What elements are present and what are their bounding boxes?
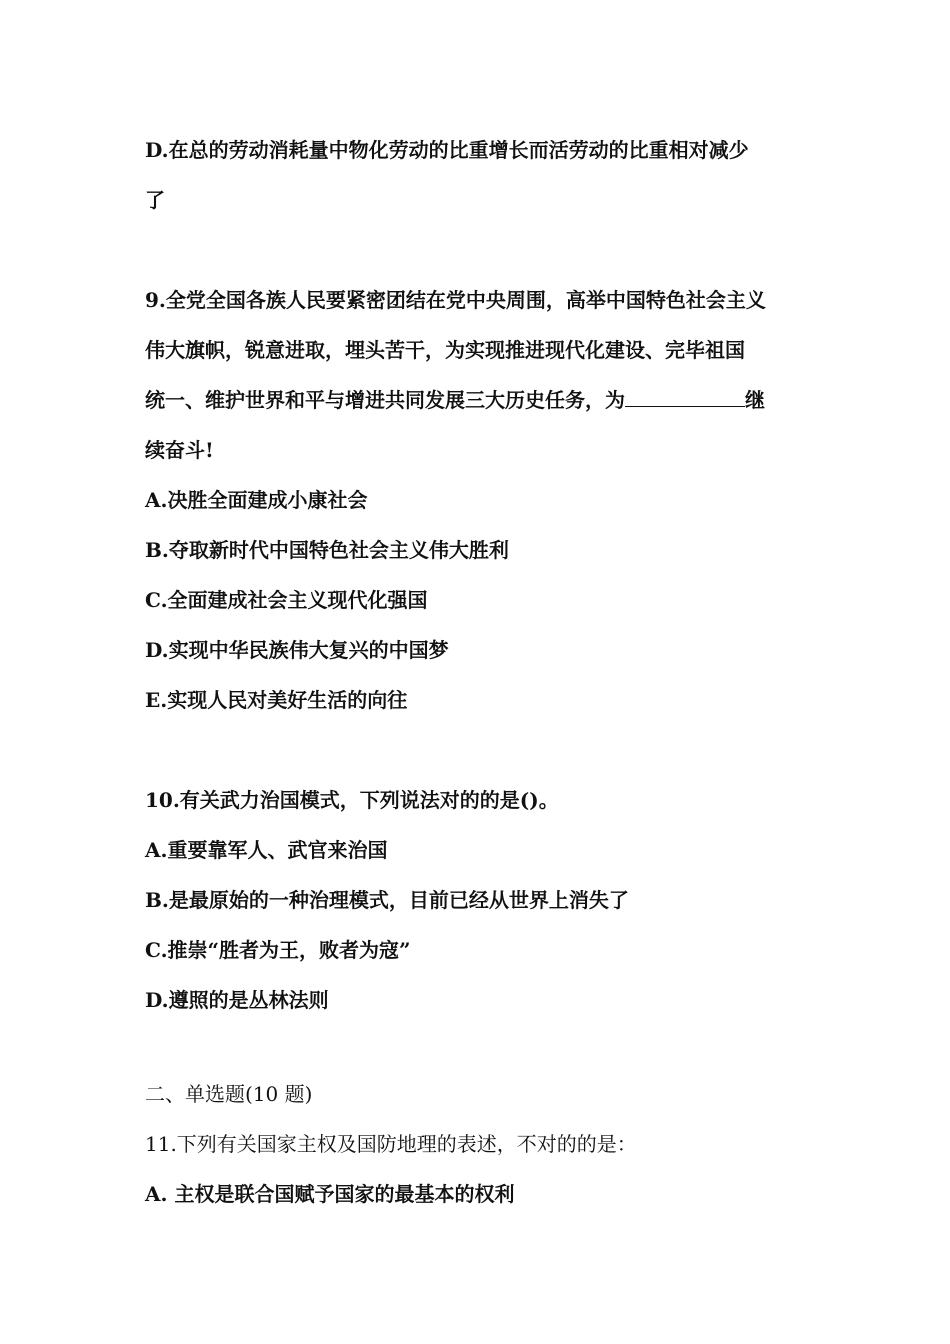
q9-option-b: B.夺取新时代中国特色社会主义伟大胜利 <box>145 538 509 562</box>
q8-option-d-line2: 了 <box>145 188 165 212</box>
q9-stem-line3 <box>145 386 810 414</box>
q9-option-c: C.全面建成社会主义现代化强国 <box>145 588 428 612</box>
q10-option-c: C.推崇“胜者为王，败者为寇” <box>145 938 411 962</box>
q10-stem: 10.有关武力治国模式，下列说法对的的是()。 <box>145 788 559 812</box>
q11-stem: 11.下列有关国家主权及国防地理的表述，不对的的是： <box>145 1132 637 1156</box>
q9-stem-line4: 续奋斗! <box>145 438 214 462</box>
q9-option-d: D.实现中华民族伟大复兴的中国梦 <box>145 638 449 662</box>
q11-option-a: A. 主权是联合国赋予国家的最基本的权利 <box>145 1182 515 1206</box>
q10-option-b: B.是最原始的一种治理模式，目前已经从世界上消失了 <box>145 888 629 912</box>
q9-option-e: E.实现人民对美好生活的向往 <box>145 688 408 712</box>
q8-option-d-line1 <box>145 136 810 164</box>
q10-option-a: A.重要靠军人、武官来治国 <box>145 838 388 862</box>
q8-option-d-text: D.在总的劳动消耗量中物化劳动的比重增长而活劳动的比重相对减少 <box>145 138 749 162</box>
section-heading-single-choice: 二、单选题(10 题) <box>145 1082 313 1106</box>
q9-stem-line1: 9.全党全国各族人民要紧密团结在党中央周围，高举中国特色社会主义 <box>145 288 766 312</box>
q9-stem-line3-before: 统一、维护世界和平与增进共同发展三大历史任务，为 <box>145 388 625 412</box>
q9-stem-line3-after: 继 <box>745 388 765 412</box>
q10-option-d: D.遵照的是丛林法则 <box>145 988 329 1012</box>
q9-option-a: A.决胜全面建成小康社会 <box>145 488 368 512</box>
q9-answer-blank <box>625 386 745 407</box>
q9-stem-line2: 伟大旗帜，锐意进取，埋头苦干，为实现推进现代化建设、完毕祖国 <box>145 338 745 362</box>
